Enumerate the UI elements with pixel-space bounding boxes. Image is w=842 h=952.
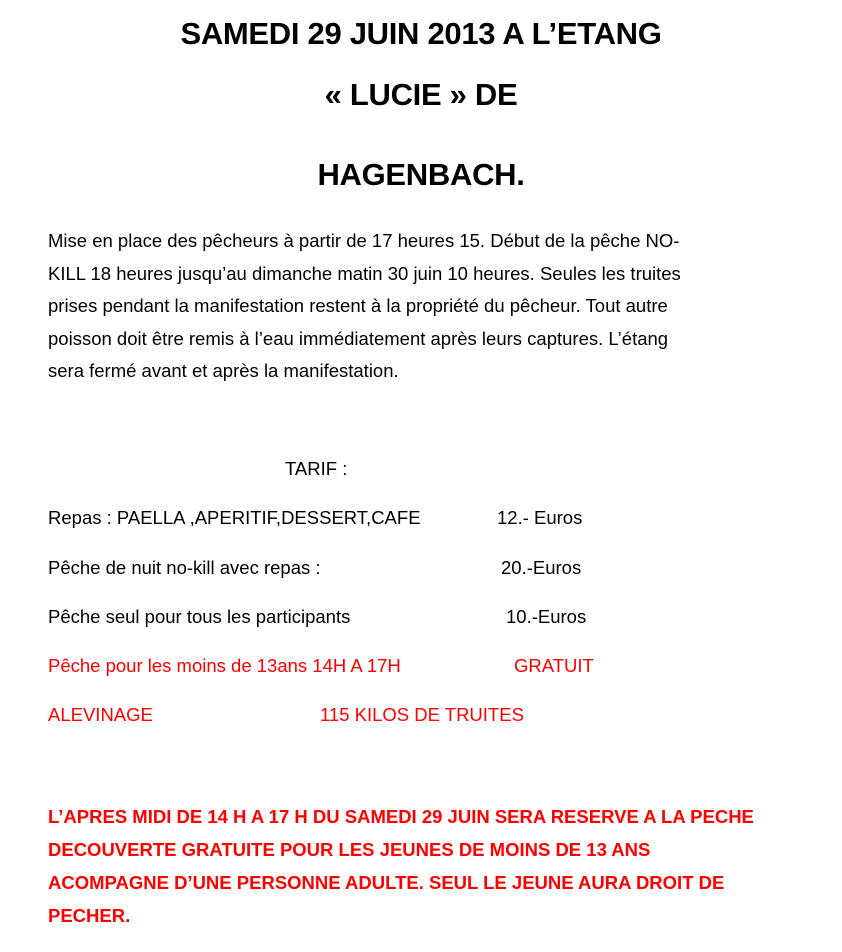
intro-line: prises pendant la manifestation restent à la propriété du pêcheur. Tout autre [48, 295, 668, 316]
tarif-item-label-moins-13ans: Pêche pour les moins de 13ans 14H A 17H [48, 655, 401, 676]
intro-line: Mise en place des pêcheurs à partir de 17 heures 15. Début de la pêche NO- [48, 230, 680, 251]
tarif-item-price-peche-nuit: 20.-Euros [501, 557, 582, 578]
tarif-item-price-repas: 12.- Euros [497, 507, 583, 528]
event-title-date: SAMEDI 29 JUIN 2013 A L’ETANG [180, 16, 662, 51]
intro-line: poisson doit être remis à l’eau immédiatement après leurs captures. L’étang [48, 327, 669, 349]
tarif-heading: TARIF : [285, 458, 348, 479]
event-title-venue: « LUCIE » DE [324, 77, 518, 112]
youth-notice [48, 800, 818, 932]
notice-line: L’APRES MIDI DE 14 H A 17 H DU SAMEDI 29 JUIN SERA RESERVE A LA PECHE [48, 806, 754, 827]
tarif-item-price-moins-13ans: GRATUIT [514, 655, 594, 676]
tarif-item-price-peche-seul: 10.-Euros [506, 606, 587, 627]
tarif-item-label-alevinage: ALEVINAGE [48, 704, 153, 725]
notice-line: PECHER. [48, 905, 131, 926]
intro-paragraph [48, 225, 788, 388]
tarif-item-label-repas: Repas : PAELLA ,APERITIF,DESSERT,CAFE [48, 507, 421, 528]
intro-line: sera fermé avant et après la manifestation. [48, 360, 399, 381]
tarif-item-label-peche-seul: Pêche seul pour tous les participants [48, 606, 351, 627]
notice-line: ACOMPAGNE D’UNE PERSONNE ADULTE. SEUL LE JEUNE AURA DROIT DE [48, 872, 725, 893]
tarif-item-value-alevinage: 115 KILOS DE TRUITES [320, 704, 524, 725]
tarif-item-label-peche-nuit: Pêche de nuit no-kill avec repas : [48, 557, 321, 578]
notice-line: DECOUVERTE GRATUITE POUR LES JEUNES DE MOINS DE 13 ANS [48, 839, 651, 860]
event-title-town: HAGENBACH. [317, 157, 525, 192]
intro-line: KILL 18 heures jusqu’au dimanche matin 30 juin 10 heures. Seules les truites [48, 262, 681, 284]
